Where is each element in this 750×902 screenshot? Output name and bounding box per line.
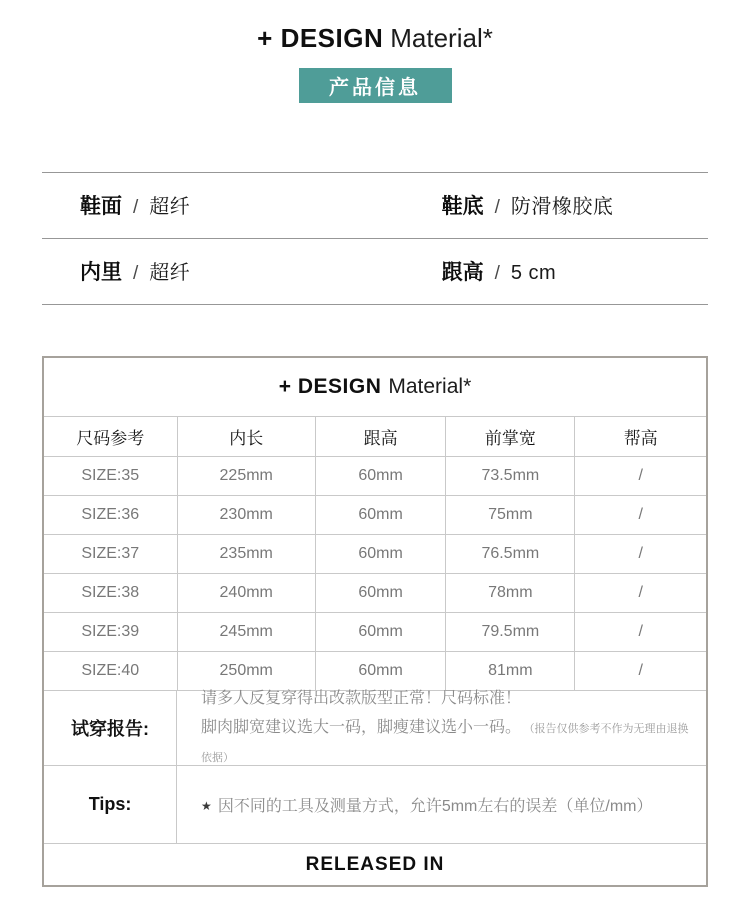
cell-heel: 60mm [315, 457, 445, 496]
cell-width: 79.5mm [446, 613, 575, 652]
cell-heel: 60mm [315, 652, 445, 691]
spec-section [42, 172, 708, 305]
cell-length: 240mm [177, 574, 315, 613]
cell-width: 81mm [446, 652, 575, 691]
fit-report-line-2 [201, 714, 696, 772]
cell-width: 78mm [446, 574, 575, 613]
cell-size: SIZE:35 [44, 457, 177, 496]
spec-sole [442, 190, 708, 220]
spec-row-1 [42, 173, 708, 239]
cell-shaft: / [575, 652, 706, 691]
tips-row [44, 766, 706, 844]
cell-length: 225mm [177, 457, 315, 496]
size-table [44, 417, 706, 692]
cell-width: 73.5mm [446, 457, 575, 496]
fit-report-note: （报告仅供参考不作为无理由退换依据） [201, 722, 689, 764]
table-row [44, 535, 706, 574]
spec-lining-value: 超纤 [149, 262, 191, 285]
cell-shaft: / [575, 457, 706, 496]
spec-separator: / [133, 263, 139, 285]
spec-heel-height [442, 256, 708, 286]
fit-report-line-2-text: 脚肉脚宽建议选大一码，脚瘦建议选小一码。 [201, 718, 522, 736]
col-header-forefoot-width: 前掌宽 [446, 417, 575, 457]
page-title-bold: + DESIGN [257, 23, 384, 53]
tips-text-line [201, 793, 696, 816]
col-header-size: 尺码参考 [44, 417, 177, 457]
cell-size: SIZE:40 [44, 652, 177, 691]
cell-size: SIZE:39 [44, 613, 177, 652]
cell-heel: 60mm [315, 613, 445, 652]
cell-length: 230mm [177, 496, 315, 535]
cell-shaft: / [575, 574, 706, 613]
table-row [44, 457, 706, 496]
fit-report-label: 试穿报告: [44, 691, 177, 765]
cell-shaft: / [575, 613, 706, 652]
spec-upper-label: 鞋面 [80, 195, 122, 219]
col-header-shaft-height: 帮高 [575, 417, 706, 457]
star-icon: ★ [201, 799, 212, 814]
spec-heel-value: 5 cm [510, 262, 557, 285]
cell-length: 235mm [177, 535, 315, 574]
tips-label: Tips: [44, 766, 177, 843]
cell-heel: 60mm [315, 574, 445, 613]
page-header [0, 0, 750, 103]
spec-separator: / [494, 197, 500, 219]
col-header-heel-height: 跟高 [315, 417, 445, 457]
spec-sole-label: 鞋底 [441, 195, 484, 219]
size-table-title [44, 358, 706, 417]
page-title-regular: Material* [390, 23, 493, 53]
fit-report-body [177, 691, 706, 765]
cell-length: 250mm [177, 652, 315, 691]
page-title [0, 24, 750, 53]
spec-separator: / [133, 197, 139, 219]
cell-heel: 60mm [315, 535, 445, 574]
tips-body [177, 766, 706, 843]
cell-shaft: / [575, 535, 706, 574]
table-row [44, 613, 706, 652]
spec-heel-label: 跟高 [441, 261, 484, 285]
table-row [44, 496, 706, 535]
size-table-header-row [44, 417, 706, 457]
cell-shaft: / [575, 496, 706, 535]
cell-heel: 60mm [315, 496, 445, 535]
spec-lining [42, 256, 442, 286]
size-table-title-bold: + DESIGN [278, 374, 382, 398]
fit-report-line-1: 请多人反复穿得出改款版型正常！尺码标准！ [201, 689, 522, 707]
cell-size: SIZE:36 [44, 496, 177, 535]
table-row [44, 574, 706, 613]
spec-row-2 [42, 239, 708, 305]
cell-length: 245mm [177, 613, 315, 652]
cell-size: SIZE:37 [44, 535, 177, 574]
spec-separator: / [494, 263, 500, 285]
product-info-badge: 产品信息 [299, 68, 452, 103]
size-table-box [42, 356, 708, 888]
col-header-inner-length: 内长 [177, 417, 315, 457]
spec-lining-label: 内里 [80, 261, 122, 285]
cell-width: 75mm [446, 496, 575, 535]
cell-width: 76.5mm [446, 535, 575, 574]
tips-text: 因不同的工具及测量方式，允许5mm左右的误差（单位/mm） [217, 798, 653, 816]
cell-size: SIZE:38 [44, 574, 177, 613]
spec-sole-value: 防滑橡胶底 [510, 196, 614, 219]
spec-upper [42, 190, 442, 220]
size-table-title-regular: Material* [388, 374, 472, 398]
fit-report-row [44, 691, 706, 766]
released-in-footer: RELEASED IN [305, 853, 445, 875]
spec-upper-value: 超纤 [149, 196, 191, 219]
